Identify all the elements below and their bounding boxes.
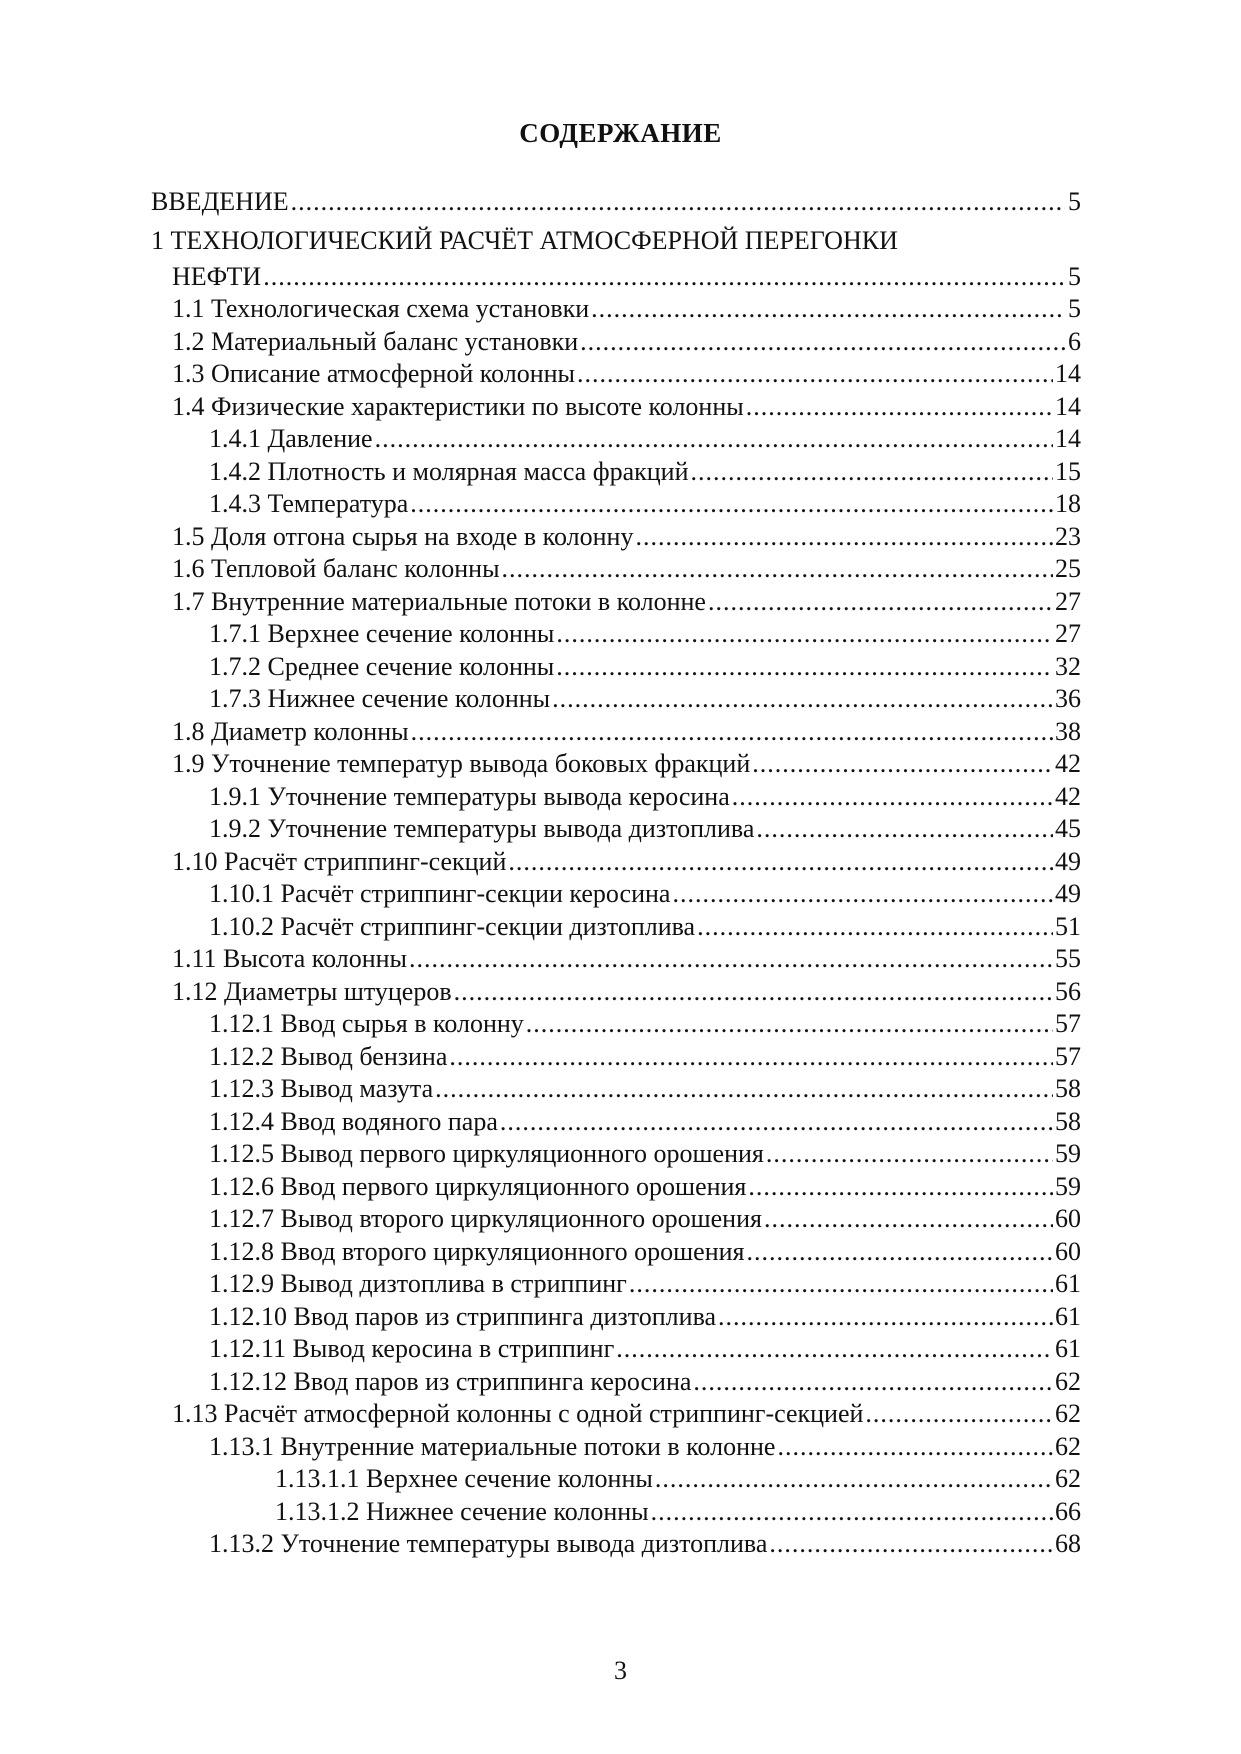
toc-entry[interactable] [151,1171,1081,1204]
toc-entry-label: ВВЕДЕНИЕ [151,187,289,216]
leader-dots [411,716,1053,749]
toc-entry[interactable] [151,878,1081,911]
toc-entry[interactable] [151,911,1081,944]
leader-dots [616,1333,1053,1366]
toc-entry-page: 59 [1055,1139,1081,1168]
leader-dots [526,1008,1053,1041]
leader-dots [556,651,1053,684]
toc-entry[interactable] [151,618,1081,651]
toc-chapter-continuation[interactable] [151,261,1081,294]
toc-entry-page: 6 [1068,326,1081,356]
toc-entry-page: 38 [1055,716,1081,746]
toc-entry-label: 1.10.2 Расчёт стриппинг-секции дизтоплива [209,911,696,941]
leader-dots [556,618,1053,651]
toc-entry[interactable] [151,1008,1081,1041]
leader-dots [410,488,1053,521]
page-number: 3 [614,1656,627,1685]
toc-entry[interactable] [151,1366,1081,1399]
toc-entry-page: 68 [1055,1529,1081,1558]
leader-dots [693,1366,1053,1399]
leader-dots [672,878,1053,911]
leader-dots [766,1138,1053,1171]
toc-entry-label: 1.12.4 Ввод водяного пара [209,1106,498,1136]
toc-entry[interactable] [151,781,1081,814]
toc-entry[interactable] [151,358,1081,391]
toc-entry[interactable] [151,1398,1081,1431]
toc-entry-label: 1.12.7 Вывод второго циркуляционного орошения [209,1204,762,1233]
toc-entry[interactable] [151,976,1081,1009]
toc-entry[interactable] [151,488,1081,521]
toc-entry-label: 1.9.1 Уточнение температуры вывода керосина [209,781,730,811]
toc-entry[interactable] [151,1496,1081,1529]
toc-entry[interactable] [151,423,1081,456]
toc-entry-label: 1.12.6 Ввод первого циркуляционного орошения [209,1171,747,1201]
toc-entry[interactable] [151,326,1081,359]
leader-dots [577,358,1053,391]
leader-dots [435,1073,1053,1106]
leader-dots [580,326,1065,359]
toc-entry-page: 5 [1068,294,1081,323]
toc-entry-page: 5 [1068,187,1081,216]
toc-entry-page: 49 [1055,879,1081,908]
toc-entry[interactable] [151,521,1081,554]
toc-entry-label: 1.13 Расчёт атмосферной колонны с одной стриппинг-секцией [172,1399,864,1428]
toc-entry-page: 42 [1055,749,1081,778]
leader-dots [449,1041,1053,1074]
toc-entry-label: 1.12.1 Ввод сырья в колонну [209,1009,524,1038]
toc-entry[interactable] [151,293,1081,326]
toc-entry-label: 1.6 Тепловой баланс колонны [172,554,500,583]
toc-entry-page: 56 [1055,976,1081,1006]
toc-entry-label: 1.12.12 Ввод паров из стриппинга керосина [209,1366,692,1396]
toc-entry-page: 62 [1055,1431,1081,1461]
toc-entries [151,293,1081,1561]
toc-entry-label: 1.12.11 Вывод керосина в стриппинг [209,1334,615,1363]
leader-dots [732,781,1053,814]
toc-entry-page: 14 [1055,359,1081,388]
leader-dots [375,423,1053,456]
leader-dots [591,293,1065,326]
toc-entry[interactable] [151,1106,1081,1139]
toc-entry-label: 1.7.1 Верхнее сечение колонны [209,619,555,648]
leader-dots [756,813,1053,846]
leader-dots [651,1496,1053,1529]
toc-entry-label: 1.12.2 Вывод бензина [209,1041,448,1071]
toc-entry-page: 45 [1055,814,1081,843]
toc-entry-page: 62 [1055,1464,1081,1493]
toc-entry-page: 60 [1055,1236,1081,1266]
toc-entry-label: 1.11 Высота колонны [172,944,408,973]
toc-entry-label: 1.10 Расчёт стриппинг-секций [172,846,507,876]
toc-entry-label: 1.13.1.2 Нижнее сечение колонны [275,1496,649,1526]
toc-entry-label: 1.12.8 Ввод второго циркуляционного орошения [209,1236,745,1266]
toc-entry-page: 23 [1055,521,1081,551]
toc-entry-page: 49 [1055,846,1081,876]
toc-entry-page: 61 [1055,1269,1081,1298]
toc-entry-label: 1.12 Диаметры штуцеров [172,976,452,1006]
toc-entry-label: 1.8 Диаметр колонны [172,716,409,746]
toc-entry[interactable] [151,456,1081,489]
toc-entry[interactable] [151,1073,1081,1106]
leader-dots [718,1301,1053,1334]
toc-entry-page: 18 [1055,489,1081,518]
toc-entry[interactable] [151,1333,1081,1366]
toc-entry[interactable] [151,1301,1081,1334]
toc-entry-label: 1.12.5 Вывод первого циркуляционного орошения [209,1139,764,1168]
leader-dots [552,683,1053,716]
leader-dots [291,186,1065,219]
toc-entry-label: 1.7.2 Среднее сечение колонны [209,651,555,681]
leader-dots [635,521,1053,554]
leader-dots [752,748,1053,781]
leader-dots [865,1398,1053,1431]
toc-entry-label: 1.13.1 Внутренние материальные потоки в колонне [209,1431,776,1461]
toc-entry-page: 57 [1055,1041,1081,1071]
toc-entry-label: 1.9 Уточнение температур вывода боковых фракций [172,749,751,778]
toc-entry-label: 1.5 Доля отгона сырья на входе в колонну [172,521,634,551]
leader-dots [697,911,1053,944]
toc-entry-page: 36 [1055,684,1081,713]
toc-entry-page: 57 [1055,1009,1081,1038]
toc-entry-label: 1.13.1.1 Верхнее сечение колонны [275,1464,653,1493]
toc-entry-label: 1.2 Материальный баланс установки [172,326,579,356]
toc-entry-page: 66 [1055,1496,1081,1526]
toc-entry-page: 51 [1055,911,1081,941]
toc-entry[interactable] [151,391,1081,424]
toc-entry[interactable] [151,586,1081,619]
leader-dots [748,1171,1053,1204]
toc-entry-page: 5 [1068,261,1081,291]
toc-entry-page: 15 [1055,456,1081,486]
toc-entry-page: 62 [1055,1366,1081,1396]
toc-entry-label: 1.10.1 Расчёт стриппинг-секции керосина [209,879,671,908]
toc-entry-label: 1.12.9 Вывод дизтоплива в стриппинг [209,1269,627,1298]
leader-dots [629,1268,1053,1301]
toc-entry-label: 1.12.10 Ввод паров из стриппинга дизтоплива [209,1301,717,1331]
toc-entry[interactable] [151,813,1081,846]
toc-entry-page: 42 [1055,781,1081,811]
leader-dots [263,261,1065,294]
leader-dots [764,1203,1053,1236]
toc-entry-page: 61 [1055,1334,1081,1363]
toc-entry[interactable] [151,1236,1081,1269]
toc-entry[interactable] [151,1041,1081,1074]
leader-dots [708,586,1053,619]
leader-dots [769,1528,1053,1561]
toc-entry-label: 1.3 Описание атмосферной колонны [172,359,576,388]
toc-entry[interactable] [151,1138,1081,1171]
toc-entry[interactable] [151,1463,1081,1496]
toc-entry-label: 1.12.3 Вывод мазута [209,1074,434,1103]
toc-entry-label: НЕФТИ [172,261,262,291]
leader-dots [508,846,1053,879]
leader-dots [502,553,1053,586]
toc-entry-label: 1.7 Внутренние материальные потоки в колонне [172,586,706,616]
toc-entry-page: 32 [1055,651,1081,681]
toc-entry-page: 14 [1055,391,1081,421]
toc-entry-label: 1.1 Технологическая схема установки [172,294,590,323]
leader-dots [747,1236,1054,1269]
toc-entry[interactable] [151,1268,1081,1301]
toc-entry[interactable] [151,846,1081,879]
toc-entry-page: 62 [1055,1399,1081,1428]
toc-entry[interactable] [151,716,1081,749]
leader-dots [777,1431,1053,1464]
toc-entry[interactable] [151,1203,1081,1236]
toc-entry-page: 58 [1055,1106,1081,1136]
toc-entry[interactable] [151,943,1081,976]
leader-dots [746,391,1053,424]
toc-entry-label: 1.13.2 Уточнение температуры вывода дизтоплива [209,1529,768,1558]
toc-entry[interactable] [151,651,1081,684]
leader-dots [454,976,1053,1009]
toc-entry-label: 1.9.2 Уточнение температуры вывода дизтоплива [209,814,755,843]
toc-entry-page: 58 [1055,1074,1081,1103]
toc-entry-page: 27 [1055,619,1081,648]
toc-entry[interactable] [151,1431,1081,1464]
toc-entry-page: 14 [1055,424,1081,453]
table-of-contents [151,186,1081,1561]
toc-title: СОДЕРЖАНИЕ [519,118,722,148]
toc-entry-page: 60 [1055,1204,1081,1233]
toc-entry-label: 1.4.3 Температура [209,489,409,518]
toc-entry[interactable] [151,553,1081,586]
toc-entry-label: 1.7.3 Нижнее сечение колонны [209,684,551,713]
toc-entry-page: 59 [1055,1171,1081,1201]
leader-dots [500,1106,1053,1139]
toc-entry-page: 61 [1055,1301,1081,1331]
leader-dots [690,456,1053,489]
toc-entry-page: 25 [1055,554,1081,583]
toc-entry[interactable] [151,683,1081,716]
toc-entry-label: 1.4.2 Плотность и молярная масса фракций [209,456,689,486]
toc-entry[interactable] [151,748,1081,781]
leader-dots [655,1463,1053,1496]
toc-entry-intro[interactable] [151,186,1081,219]
toc-entry-page: 55 [1055,944,1081,973]
toc-entry-page: 27 [1055,586,1081,616]
toc-entry-label: 1.4.1 Давление [209,424,373,453]
leader-dots [409,943,1053,976]
toc-entry[interactable] [151,1528,1081,1561]
toc-chapter-heading[interactable]: 1 ТЕХНОЛОГИЧЕСКИЙ РАСЧЁТ АТМОСФЕРНОЙ ПЕРЕГОНКИ [151,225,898,255]
toc-entry-label: 1.4 Физические характеристики по высоте колонны [172,391,744,421]
